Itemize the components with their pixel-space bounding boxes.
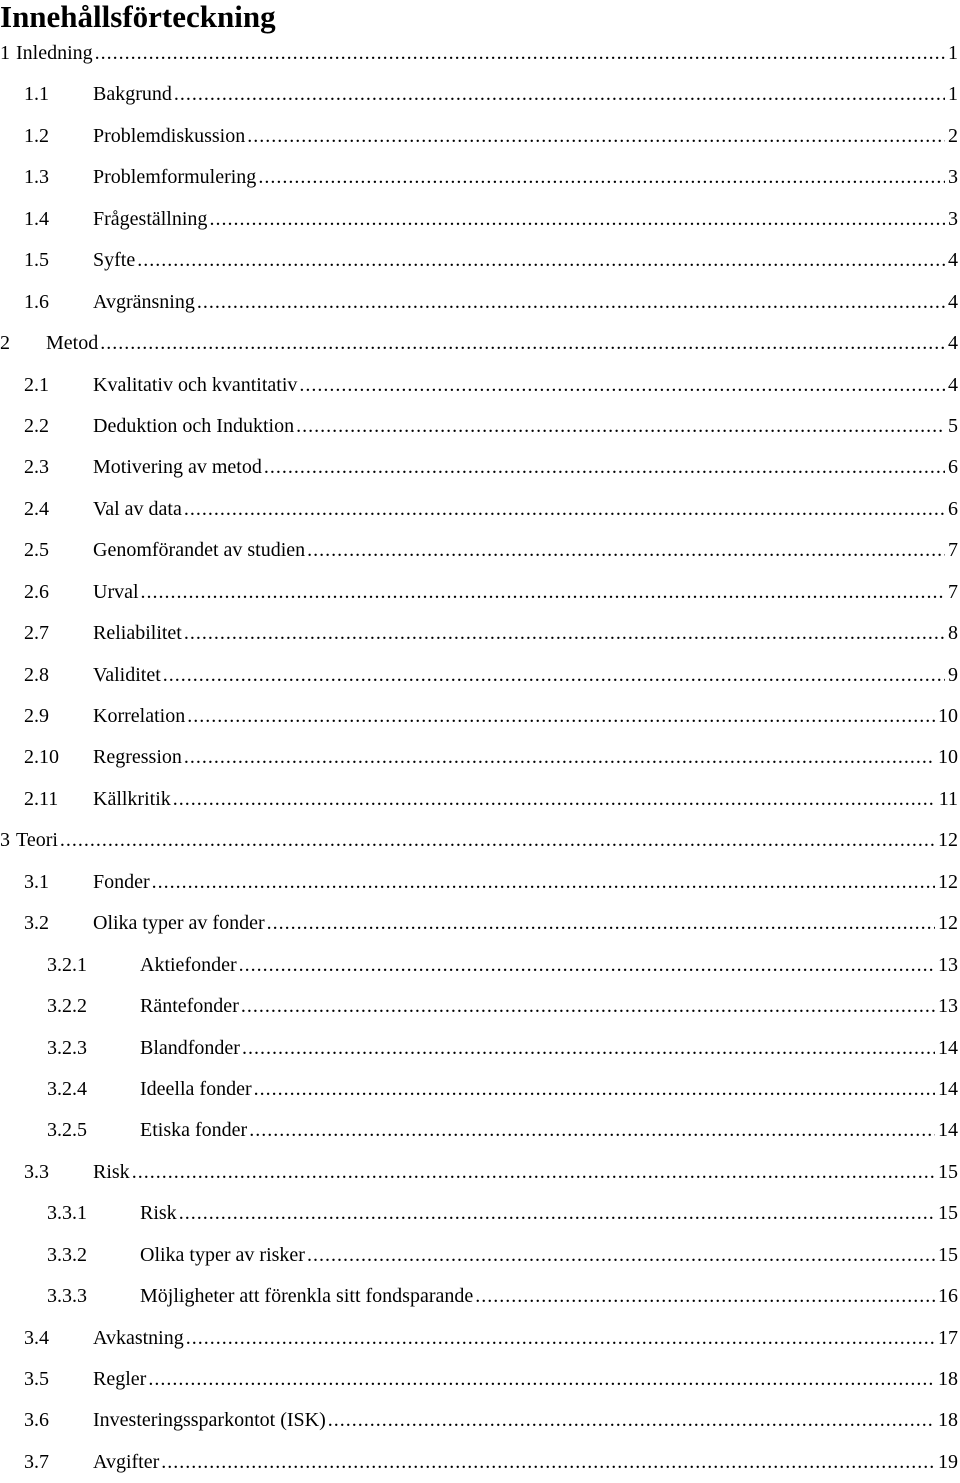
dot-leader (296, 406, 945, 447)
dot-leader (148, 1359, 935, 1400)
dot-leader (137, 240, 945, 281)
dot-leader (152, 862, 935, 903)
toc-entry[interactable] (0, 737, 960, 778)
toc-entry[interactable] (0, 1400, 960, 1441)
toc-entry[interactable] (0, 1276, 960, 1317)
toc-entry-number: 2.5 (24, 539, 49, 562)
dot-leader (475, 1276, 935, 1317)
toc-entry-number: 3.7 (24, 1450, 49, 1473)
toc-entry-number: 3.3.3 (47, 1285, 87, 1308)
toc-entry-title: Inledning (16, 42, 93, 64)
toc-entry-number: 3.5 (24, 1368, 49, 1390)
toc-entry-number: 3.3.1 (47, 1202, 87, 1225)
toc-entry-page-number: 3 (948, 207, 958, 230)
dot-leader (187, 696, 935, 737)
toc-entry[interactable] (0, 365, 960, 406)
dot-leader (173, 779, 936, 820)
toc-entry[interactable] (0, 655, 960, 696)
toc-entry[interactable] (0, 1318, 960, 1359)
toc-entry-title: Teori (16, 829, 58, 852)
dot-leader (197, 282, 945, 323)
toc-entry[interactable] (0, 903, 960, 944)
toc-entry[interactable] (0, 696, 960, 737)
dot-leader (239, 945, 935, 986)
toc-entry-title: Olika typer av risker (140, 1243, 305, 1266)
toc-entry-number: 2.1 (24, 373, 49, 396)
toc-entry-number: 3.2.1 (47, 953, 87, 976)
dot-leader (328, 1400, 935, 1441)
toc-entry-title: Problemformulering (93, 166, 257, 189)
toc-entry-title: Möjligheter att förenkla sitt fondsparande (140, 1285, 474, 1308)
toc-entry-title: Etiska fonder (140, 1119, 248, 1142)
dot-leader (132, 1152, 935, 1193)
page-title: Innehållsförteckning (0, 0, 276, 34)
toc-entry-number: 1.3 (24, 166, 49, 189)
toc-entry-title: Blandfonder (140, 1036, 240, 1059)
toc-entry-page-number: 14 (938, 1077, 958, 1100)
dot-leader (242, 1028, 935, 1069)
dot-leader (307, 1235, 935, 1276)
toc-entry[interactable] (0, 1359, 960, 1400)
toc-entry-page-number: 13 (938, 995, 958, 1018)
dot-leader (249, 1110, 935, 1151)
toc-entry-title: Källkritik (93, 787, 171, 810)
toc-entry-number: 2.2 (24, 414, 49, 437)
toc-entry-title: Problemdiskussion (93, 124, 246, 147)
toc-entry[interactable] (0, 1235, 960, 1276)
toc-entry[interactable] (0, 157, 960, 198)
toc-entry[interactable] (0, 945, 960, 986)
toc-entry-number: 3.3.2 (47, 1243, 87, 1266)
toc-entry-number: 3.2.2 (47, 995, 87, 1018)
toc-entry-number: 3 (0, 829, 10, 852)
toc-entry-title: Reliabilitet (93, 622, 182, 645)
dot-leader (241, 986, 935, 1027)
toc-entry-title: Fonder (93, 870, 150, 893)
toc-entry[interactable] (0, 820, 960, 861)
toc-entry-title: Urval (93, 580, 139, 603)
toc-entry-number: 2.8 (24, 663, 49, 686)
toc-entry-page-number: 1 (948, 83, 958, 106)
toc-entry-title: Risk (140, 1202, 177, 1225)
toc-entry[interactable] (0, 74, 960, 115)
toc-entry-title: Bakgrund (93, 83, 172, 106)
toc-entry-title: Avkastning (93, 1326, 184, 1349)
toc-entry-number: 2.6 (24, 580, 49, 603)
toc-entry-page-number: 18 (938, 1409, 958, 1432)
toc-entry-page-number: 5 (948, 414, 958, 437)
toc-entry-page-number: 1 (948, 42, 958, 64)
toc-entry-page-number: 2 (948, 124, 958, 147)
toc-entry-page-number: 6 (948, 497, 958, 520)
toc-entry[interactable] (0, 1193, 960, 1234)
dot-leader (95, 33, 945, 74)
toc-entry-page-number: 16 (938, 1285, 958, 1308)
toc-entry-number: 3.2.4 (47, 1077, 87, 1100)
toc-entry-title: Olika typer av fonder (93, 912, 265, 935)
toc-entry-title: Validitet (93, 663, 161, 686)
toc-entry-number: 3.6 (24, 1409, 49, 1432)
toc-entry-title: Frågeställning (93, 207, 208, 230)
toc-entry-page-number: 4 (948, 249, 958, 272)
toc-entry-page-number: 15 (938, 1243, 958, 1266)
toc-entry-title: Metod (46, 332, 99, 355)
toc-entry[interactable] (0, 33, 960, 74)
dot-leader (299, 365, 945, 406)
toc-entry-title: Kvalitativ och kvantitativ (93, 373, 298, 396)
toc-entry-page-number: 4 (948, 290, 958, 313)
dot-leader (186, 1318, 935, 1359)
toc-entry[interactable] (0, 406, 960, 447)
toc-entry-page-number: 4 (948, 332, 958, 355)
toc-entry-page-number: 14 (938, 1036, 958, 1059)
toc-entry-number: 2.10 (24, 746, 59, 769)
toc-entry[interactable] (0, 986, 960, 1027)
dot-leader (307, 530, 945, 571)
toc-entry-number: 3.4 (24, 1326, 49, 1349)
dot-leader (209, 199, 945, 240)
dot-leader (184, 737, 935, 778)
toc-entry-number: 3.3 (24, 1160, 49, 1183)
dot-leader (141, 572, 945, 613)
toc-entry-title: Avgifter (93, 1450, 160, 1473)
toc-entry-page-number: 12 (938, 870, 958, 893)
toc-entry-number: 1.1 (24, 83, 49, 106)
toc-entry-number: 2 (0, 332, 10, 355)
dot-leader (60, 820, 935, 861)
toc-entry-page-number: 9 (948, 663, 958, 686)
dot-leader (267, 903, 935, 944)
toc-entry-title: Val av data (93, 497, 182, 520)
toc-entry-page-number: 6 (948, 456, 958, 479)
toc-entry-page-number: 12 (938, 829, 958, 852)
toc-entry-page-number: 4 (948, 373, 958, 396)
toc-entry-page-number: 18 (938, 1368, 958, 1390)
toc-entry[interactable] (0, 572, 960, 613)
toc-entry-number: 1.4 (24, 207, 49, 230)
toc-entry-title: Korrelation (93, 705, 186, 727)
toc-entry-title: Investeringssparkontot (ISK) (93, 1409, 326, 1432)
toc-entry-number: 1.2 (24, 124, 49, 147)
toc-entry-number: 2.7 (24, 622, 49, 645)
toc-entry[interactable] (0, 116, 960, 157)
toc-entry-number: 2.3 (24, 456, 49, 479)
dot-leader (258, 157, 945, 198)
toc-entry-title: Avgränsning (93, 290, 195, 313)
toc-entry-title: Regression (93, 746, 182, 769)
toc-entry-number: 3.2 (24, 912, 49, 935)
toc-entry[interactable] (0, 779, 960, 820)
toc-entry-page-number: 14 (938, 1119, 958, 1142)
toc-entry-title: Aktiefonder (140, 953, 237, 976)
toc-entry[interactable] (0, 613, 960, 654)
toc-entry-title: Räntefonder (140, 995, 239, 1018)
toc-entry-page-number: 3 (948, 166, 958, 189)
toc-entry-page-number: 7 (948, 580, 958, 603)
dot-leader (264, 447, 945, 488)
dot-leader (100, 323, 945, 364)
toc-entry[interactable] (0, 489, 960, 530)
toc-entry-page-number: 12 (938, 912, 958, 935)
toc-entry-page-number: 7 (948, 539, 958, 562)
dot-leader (184, 489, 945, 530)
toc-entry-page-number: 8 (948, 622, 958, 645)
toc-entry-number: 3.2.3 (47, 1036, 87, 1059)
toc-entry-number: 2.11 (24, 787, 59, 810)
toc-entry-number: 1.5 (24, 249, 49, 272)
toc-entry-page-number: 10 (938, 746, 958, 769)
dot-leader (163, 655, 945, 696)
toc-entry-title: Deduktion och Induktion (93, 414, 295, 437)
toc-entry-page-number: 10 (938, 705, 958, 727)
toc-entry-number: 2.4 (24, 497, 49, 520)
dot-leader (179, 1193, 935, 1234)
toc-entry-title: Risk (93, 1160, 130, 1183)
dot-leader (254, 1069, 935, 1110)
toc-entry-page-number: 15 (938, 1160, 958, 1183)
toc-entry-title: Genomförandet av studien (93, 539, 306, 562)
toc-entry[interactable] (0, 282, 960, 323)
toc-entry[interactable] (0, 199, 960, 240)
toc-entry-page-number: 17 (938, 1326, 958, 1349)
toc-entry[interactable] (0, 1110, 960, 1151)
toc-entry-title: Motivering av metod (93, 456, 262, 479)
toc-entry[interactable] (0, 530, 960, 571)
toc-entry[interactable] (0, 862, 960, 903)
toc-entry-page-number: 13 (938, 953, 958, 976)
toc-entry[interactable] (0, 447, 960, 488)
dot-leader (184, 613, 945, 654)
toc-entry-title: Syfte (93, 249, 136, 272)
toc-entry-number: 3.2.5 (47, 1119, 87, 1142)
toc-entry-page-number: 11 (938, 787, 958, 810)
dot-leader (247, 116, 945, 157)
toc-entry[interactable] (0, 1028, 960, 1069)
toc-entry[interactable] (0, 1152, 960, 1193)
toc-entry-number: 3.1 (24, 870, 49, 893)
toc-entry-number: 1 (0, 42, 10, 64)
toc-entry-title: Regler (93, 1368, 147, 1390)
toc-entry[interactable] (0, 240, 960, 281)
toc-entry-page-number: 15 (938, 1202, 958, 1225)
table-of-contents (0, 33, 960, 1483)
toc-entry[interactable] (0, 1069, 960, 1110)
toc-entry-title: Ideella fonder (140, 1077, 252, 1100)
toc-entry-number: 1.6 (24, 290, 49, 313)
toc-entry[interactable] (0, 323, 960, 364)
dot-leader (174, 74, 945, 115)
toc-entry-page-number: 19 (938, 1450, 958, 1473)
toc-entry-number: 2.9 (24, 705, 49, 727)
